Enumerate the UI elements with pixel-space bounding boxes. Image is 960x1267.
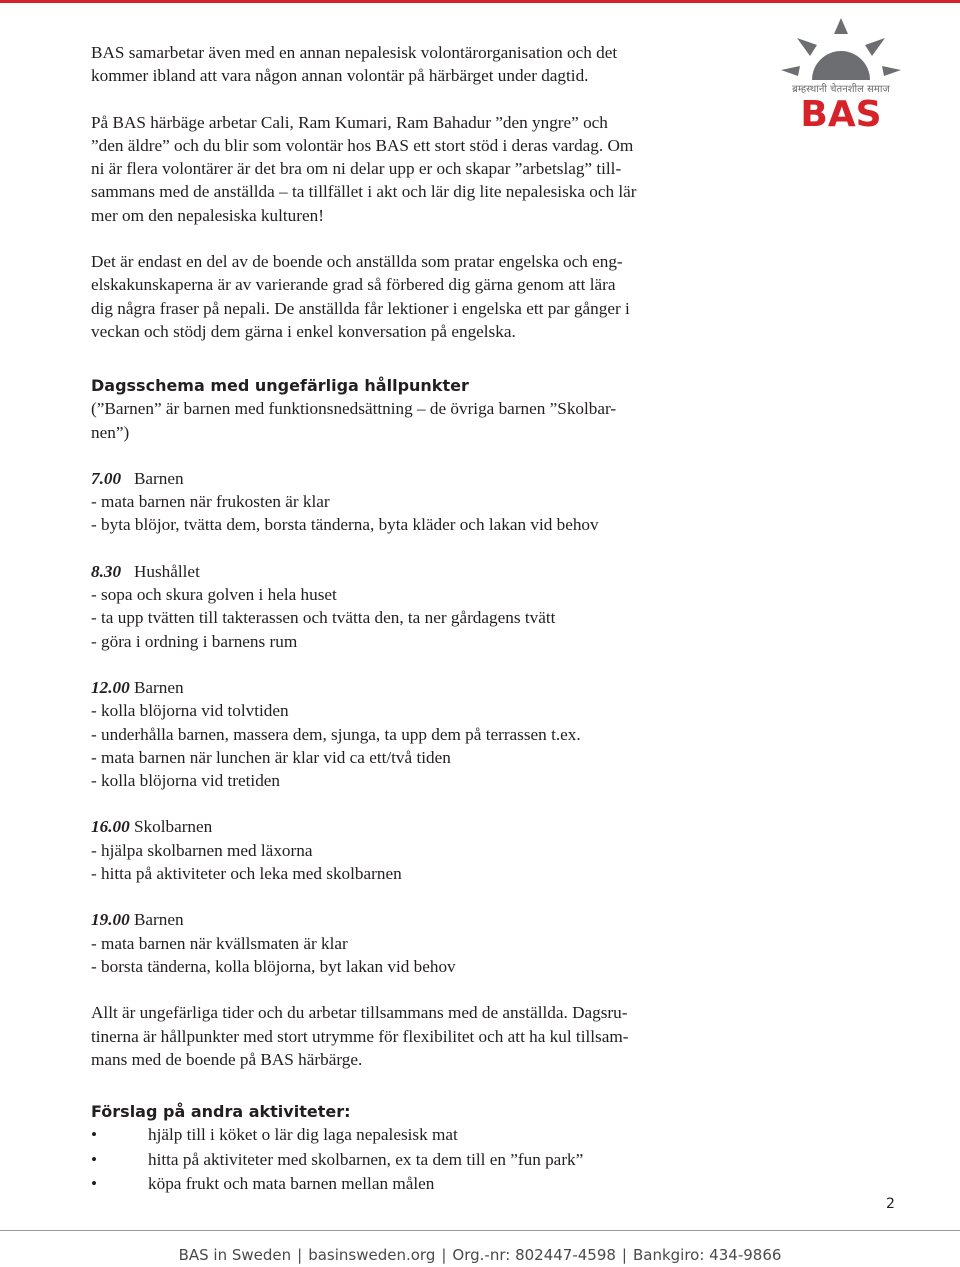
text-line: ”den äldre” och du blir som volontär hos BAS ett stort stöd i deras vardag. Om (91, 135, 634, 155)
page-number: 2 (886, 1196, 895, 1212)
schedule-item: - underhålla barnen, massera dem, sjunga, ta upp dem på terrassen t.ex. (91, 724, 581, 744)
footer-separator: | (621, 1246, 627, 1264)
schedule-item: - mata barnen när kvällsmaten är klar (91, 933, 348, 953)
list-item-text: köpa frukt och mata barnen mellan målen (148, 1174, 435, 1194)
text-line: På BAS härbäge arbetar Cali, Ram Kumari, Ram Bahadur ”den yngre” och (91, 112, 608, 132)
list-item (91, 1148, 751, 1173)
list-item (91, 1172, 751, 1197)
text-line: (”Barnen” är barnen med funktionsnedsättning – de övriga barnen ”Skolbar- (91, 399, 617, 419)
schedule-title: Barnen (133, 910, 184, 930)
text-line: veckan och stödj dem gärna i enkel konversation på engelska. (91, 321, 516, 341)
schedule-item: - kolla blöjorna vid tolvtiden (91, 701, 289, 721)
list-item-text: hjälp till i köket o lär dig laga nepalesisk mat (148, 1125, 458, 1145)
intro-paragraph-1 (91, 41, 751, 88)
schedule-time: 12.00 (91, 677, 130, 697)
schedule-item: - hjälpa skolbarnen med läxorna (91, 840, 313, 860)
schedule-note (91, 397, 751, 444)
schedule-block-4 (91, 815, 751, 885)
schedule-item: - byta blöjor, tvätta dem, borsta tänderna, byta kläder och lakan vid behov (91, 515, 599, 535)
text-line: tinerna är hållpunkter med stort utrymme för flexibilitet och att ha kul tillsam- (91, 1026, 629, 1046)
schedule-block-2 (91, 560, 751, 653)
schedule-item: - kolla blöjorna vid tretiden (91, 771, 281, 791)
schedule-title: Barnen (133, 468, 184, 488)
text-line: elskakunskaperna är av varierande grad så förbered dig gärna genom att lära (91, 275, 616, 295)
bullet-icon: • (91, 1174, 98, 1194)
sun-icon (781, 18, 901, 80)
text-line: Allt är ungefärliga tider och du arbetar tillsammans med de anställda. Dagsru- (91, 1003, 628, 1023)
schedule-item: - göra i ordning i barnens rum (91, 631, 298, 651)
schedule-block-5 (91, 908, 751, 978)
schedule-time: 16.00 (91, 817, 130, 837)
text-line: dig några fraser på nepali. De anställda får lektioner i engelska ett par gånger i (91, 298, 630, 318)
text-line: kommer ibland att vara någon annan volontär på härbärget under dagtid. (91, 66, 589, 86)
suggestions-list (91, 1123, 751, 1197)
bullet-icon: • (91, 1125, 98, 1145)
text-line: mer om den nepalesiska kulturen! (91, 205, 324, 225)
schedule-time-row (91, 467, 751, 490)
schedule-title: Barnen (133, 677, 184, 697)
footer-org-number: Org.-nr: 802447-4598 (452, 1246, 616, 1264)
text-line: nen”) (91, 422, 130, 442)
bullet-icon: • (91, 1149, 98, 1169)
footer-separator: | (441, 1246, 447, 1264)
schedule-item: - hitta på aktiviteter och leka med skolbarnen (91, 864, 402, 884)
page-body (91, 41, 751, 1197)
top-accent-rule (0, 0, 960, 3)
schedule-time-row (91, 908, 751, 931)
schedule-time: 19.00 (91, 910, 130, 930)
schedule-time-row (91, 815, 751, 838)
text-line: ni är flera volontärer är det bra om ni delar upp er och skapar ”arbetslag” till- (91, 159, 622, 179)
text-line: sammans med de anställda – ta tillfället i akt och lär dig lite nepalesiska och lär (91, 182, 637, 202)
schedule-time: 7.00 (91, 468, 122, 488)
footer-divider (0, 1230, 960, 1231)
footer (0, 1246, 960, 1264)
intro-paragraph-2 (91, 111, 751, 227)
schedule-time-row (91, 676, 751, 699)
logo-wordmark: BAS (800, 94, 882, 130)
suggestions-heading: Förslag på andra aktiviteter: (91, 1102, 351, 1122)
schedule-item: - mata barnen när lunchen är klar vid ca ett/två tiden (91, 747, 451, 767)
schedule-closing (91, 1001, 751, 1071)
logo-tagline: ब्रम्हस्थानी चेतनशील समाज (792, 84, 890, 95)
schedule-item: - ta upp tvätten till takterassen och tvätta den, ta ner gårdagens tvätt (91, 608, 556, 628)
schedule-item: - borsta tänderna, kolla blöjorna, byt lakan vid behov (91, 956, 456, 976)
schedule-title: Hushållet (133, 561, 200, 581)
schedule-item: - sopa och skura golven i hela huset (91, 585, 337, 605)
text-line: mans med de boende på BAS härbärge. (91, 1049, 363, 1069)
footer-website-link[interactable]: basinsweden.org (308, 1246, 436, 1264)
footer-bankgiro: Bankgiro: 434-9866 (632, 1246, 782, 1264)
text-line: Det är endast en del av de boende och anställda som pratar engelska och eng- (91, 252, 623, 272)
schedule-block-3 (91, 676, 751, 792)
schedule-block-1 (91, 467, 751, 537)
text-line: BAS samarbetar även med en annan nepalesisk volontärorganisation och det (91, 43, 618, 62)
footer-separator: | (297, 1246, 303, 1264)
schedule-time-row (91, 560, 751, 583)
intro-paragraph-3 (91, 250, 751, 343)
schedule-time: 8.30 (91, 561, 122, 581)
schedule-item: - mata barnen när frukosten är klar (91, 492, 330, 512)
list-item (91, 1123, 751, 1148)
footer-org-name: BAS in Sweden (178, 1246, 292, 1264)
schedule-heading: Dagsschema med ungefärliga hållpunkter (91, 376, 469, 396)
bas-logo (780, 18, 902, 130)
schedule-title: Skolbarnen (133, 817, 213, 837)
list-item-text: hitta på aktiviteter med skolbarnen, ex ta dem till en ”fun park” (148, 1149, 584, 1169)
